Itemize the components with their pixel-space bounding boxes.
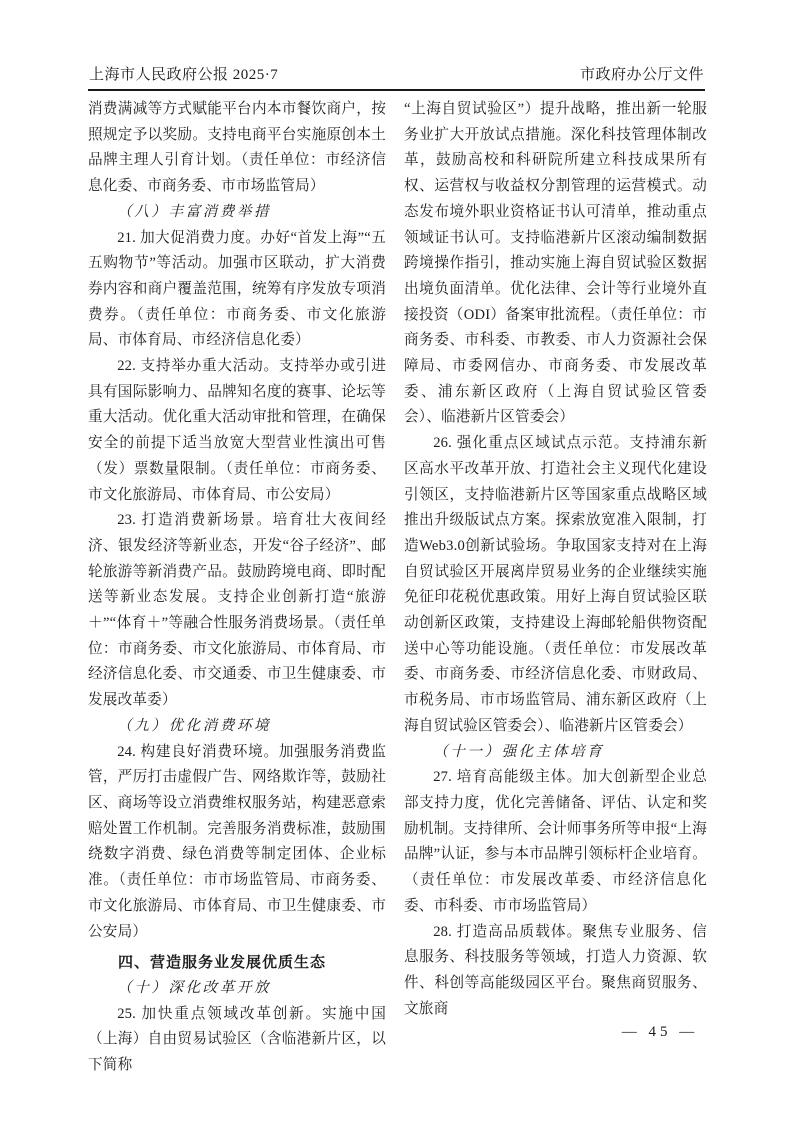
paragraph-20-continued: 消费满减等方式赋能平台内本市餐饮商户，按照规定予以奖励。支持电商平台实施原创本土品牌主理人引育计划。（责任单位：市经济信息化委、市商务委、市市场监管局）	[88, 101, 386, 195]
header-rule	[88, 89, 705, 91]
paragraph-23: 23. 打造消费新场景。培育壮大夜间经济、银发经济等新业态，开发“谷子经济”、邮轮旅游等新消费产品。鼓励跨境电商、即时配送等新业态发展。支持企业创新打造“旅游＋”“体育＋”等融合性服务消费场景。（责任单位：市商务委、市文化旅游局、市体育局、市经济信息化委、市交通委、市卫生健康委、市发展改革委）	[88, 512, 386, 709]
chapter-heading-4: 四、营造服务业发展优质生态	[118, 954, 327, 972]
running-header-section-title: 市政府办公厅文件	[579, 67, 704, 83]
paragraph-27: 27. 培育高能级主体。加大创新型企业总部支持力度，优化完善储备、评估、认定和奖励机制。支持律所、会计师事务所等申报“上海品牌”认证，参与本市品牌引领标杆企业培育。（责任单位：市发展改革委、市经济信息化委、市科委、市市场监管局）	[404, 769, 707, 914]
section-heading-9: （九）优化消费环境	[117, 717, 272, 734]
right-column	[404, 97, 707, 1022]
paragraph-25-continued: “上海自贸试验区”）提升战略，推出新一轮服务业扩大开放试点措施。深化科技管理体制改革，鼓励高校和科研院所建立科技成果所有权、运营权与收益权分割管理的运营模式。动态发布境外职业资格证书认可清单，推动重点领域证书认可。支持临港新片区滚动编制数据跨境操作指引，推动实施上海自贸试验区数据出境负面清单。优化法律、会计等行业境外直接投资（ODI）备案审批流程。（责任单位：市商务委、市科委、市教委、市人力资源社会保障局、市委网信办、市商务委、市发展改革委、浦东新区政府（上海自贸试验区管委会）、临港新片区管委会）	[404, 101, 707, 426]
running-header-gazette-title: 上海市人民政府公报 2025·7	[89, 67, 279, 83]
section-heading-8: （八）丰富消费举措	[117, 203, 272, 220]
section-heading-11: （十一）强化主体培育	[433, 743, 605, 760]
paragraph-26: 26. 强化重点区域试点示范。支持浦东新区高水平改革开放、打造社会主义现代化建设引领区，支持临港新片区等国家重点战略区域推出升级版试点方案。探索放宽准入限制，打造Web3.0创新试验场。争取国家支持对在上海自贸试验区开展离岸贸易业务的企业继续实施免征印花税优惠政策。用好上海自贸试验区联动创新区政策，支持建设上海邮轮船供物资配送中心等功能设施。（责任单位：市发展改革委、市商务委、市经济信息化委、市财政局、市税务局、市市场监管局、浦东新区政府（上海自贸试验区管委会）、临港新片区管委会）	[404, 435, 707, 734]
paragraph-25-start: 25. 加快重点领域改革创新。实施中国（上海）自由贸易试验区（含临港新片区，以下简称	[88, 1005, 386, 1074]
left-column	[88, 97, 386, 1079]
paragraph-28-start: 28. 打造高品质载体。聚焦专业服务、信息服务、科技服务等领域，打造人力资源、软件、科创等高能级园区平台。聚焦商贸服务、文旅商	[404, 923, 707, 1017]
page-number: — 45 —	[621, 1024, 699, 1040]
paragraph-22: 22. 支持举办重大活动。支持举办或引进具有国际影响力、品牌知名度的赛事、论坛等重大活动。优化重大活动审批和管理，在确保安全的前提下适当放宽大型营业性演出可售（发）票数量限制。（责任单位：市商务委、市文化旅游局、市体育局、市公安局）	[88, 358, 386, 503]
paragraph-21: 21. 加大促消费力度。办好“首发上海”“五五购物节”等活动。加强市区联动，扩大消费券内容和商户覆盖范围，统筹有序发放专项消费券。（责任单位：市商务委、市文化旅游局、市体育局、市经济信息化委）	[88, 229, 386, 349]
section-heading-10: （十）深化改革开放	[117, 979, 272, 996]
paragraph-24: 24. 构建良好消费环境。加强服务消费监管，严厉打击虚假广告、网络欺诈等，鼓励社区、商场等设立消费维权服务站，构建恶意索赔处置工作机制。完善服务消费标准，鼓励围绕数字消费、绿色消费等制定团体、企业标准。（责任单位：市市场监管局、市商务委、市文化旅游局、市体育局、市卫生健康委、市公安局）	[88, 743, 386, 940]
